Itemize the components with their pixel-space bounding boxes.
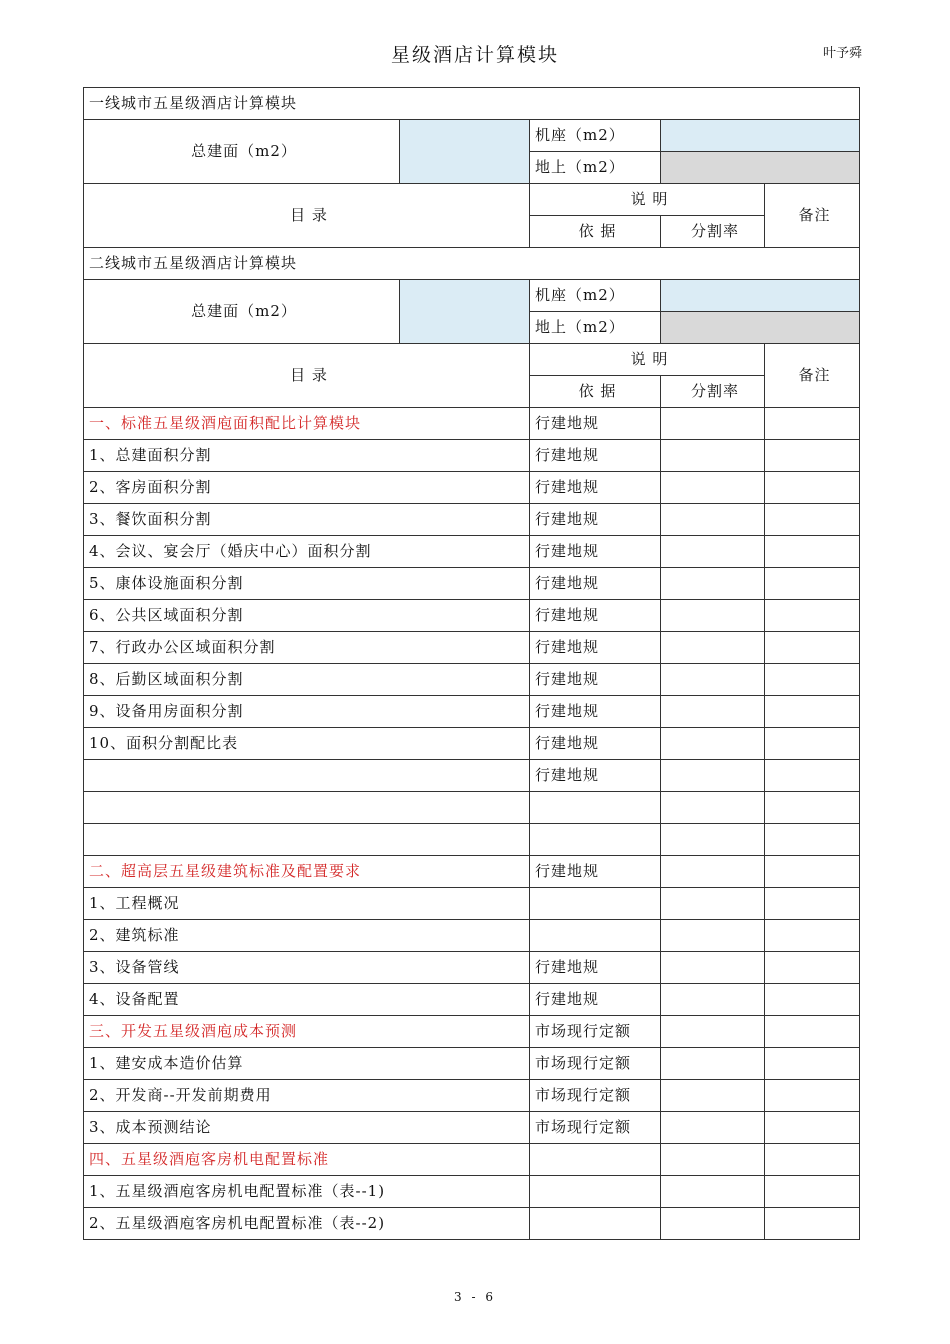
basis-cell	[530, 1208, 661, 1240]
above-ground-area-value	[661, 152, 860, 184]
header-row	[84, 184, 860, 216]
remarks-cell[interactable]	[765, 760, 860, 792]
basis-cell: 行建地规	[530, 856, 661, 888]
above-ground-area-label: 地上（m2）	[530, 152, 661, 184]
basement-area-label: 机座（m2）	[530, 280, 661, 312]
section-heading: 四、五星级酒庖客房机电配置标准	[84, 1144, 530, 1176]
ratio-cell[interactable]	[661, 568, 765, 600]
section-heading: 一、标准五星级酒庖面积配比计算模块	[84, 408, 530, 440]
table-row	[84, 1176, 860, 1208]
remarks-cell[interactable]	[765, 440, 860, 472]
catalog-item: 8、后勤区域面积分割	[84, 664, 530, 696]
catalog-item: 3、设备管线	[84, 952, 530, 984]
calculation-table	[83, 87, 860, 1240]
catalog-item: 4、设备配置	[84, 984, 530, 1016]
catalog-item: 2、五星级酒庖客房机电配置标准（表--2)	[84, 1208, 530, 1240]
table-row	[84, 536, 860, 568]
basis-header: 依 据	[530, 216, 661, 248]
ratio-cell[interactable]	[661, 1176, 765, 1208]
remarks-cell[interactable]	[765, 1208, 860, 1240]
page-number: 3 - 6	[454, 1290, 496, 1304]
basement-area-input[interactable]	[661, 120, 860, 152]
table-row	[84, 952, 860, 984]
description-header: 说 明	[530, 344, 765, 376]
table-row	[84, 1208, 860, 1240]
ratio-cell[interactable]	[661, 1080, 765, 1112]
catalog-item: 10、面积分割配比表	[84, 728, 530, 760]
section-heading-row	[84, 1144, 860, 1176]
basis-cell: 行建地规	[530, 568, 661, 600]
remarks-cell[interactable]	[765, 920, 860, 952]
catalog-item: 3、成本预测结论	[84, 1112, 530, 1144]
basis-cell: 行建地规	[530, 504, 661, 536]
basis-cell	[530, 888, 661, 920]
ratio-cell[interactable]	[661, 920, 765, 952]
ratio-cell[interactable]	[661, 792, 765, 824]
table-row	[84, 568, 860, 600]
catalog-item: 2、开发商--开发前期费用	[84, 1080, 530, 1112]
remarks-cell[interactable]	[765, 952, 860, 984]
section-heading-row	[84, 856, 860, 888]
ratio-cell[interactable]	[661, 952, 765, 984]
ratio-header: 分割率	[661, 376, 765, 408]
basis-cell: 行建地规	[530, 600, 661, 632]
section-heading: 二、超高层五星级建筑标准及配置要求	[84, 856, 530, 888]
ratio-cell[interactable]	[661, 696, 765, 728]
remarks-cell[interactable]	[765, 888, 860, 920]
catalog-item: 1、总建面积分割	[84, 440, 530, 472]
remarks-cell[interactable]	[765, 664, 860, 696]
catalog-item	[84, 760, 530, 792]
ratio-cell[interactable]	[661, 824, 765, 856]
total-area-input[interactable]	[400, 280, 530, 344]
catalog-item: 5、康体设施面积分割	[84, 568, 530, 600]
remarks-cell[interactable]	[765, 792, 860, 824]
table-row	[84, 440, 860, 472]
basis-cell: 行建地规	[530, 728, 661, 760]
remarks-cell[interactable]	[765, 728, 860, 760]
table-row	[84, 632, 860, 664]
ratio-cell[interactable]	[661, 664, 765, 696]
module-title-row	[84, 248, 860, 280]
ratio-cell[interactable]	[661, 504, 765, 536]
basis-header: 依 据	[530, 376, 661, 408]
ratio-cell[interactable]	[661, 1048, 765, 1080]
ratio-cell[interactable]	[661, 1112, 765, 1144]
ratio-cell[interactable]	[661, 536, 765, 568]
ratio-cell[interactable]	[661, 760, 765, 792]
basis-cell	[530, 824, 661, 856]
table-row	[84, 1112, 860, 1144]
table-row	[84, 1080, 860, 1112]
table-row	[84, 664, 860, 696]
ratio-cell[interactable]	[661, 440, 765, 472]
catalog-item: 1、工程概况	[84, 888, 530, 920]
table-row	[84, 472, 860, 504]
total-area-label: 总建面（m2）	[84, 120, 400, 184]
basis-cell: 行建地规	[530, 472, 661, 504]
ratio-cell[interactable]	[661, 1144, 765, 1176]
ratio-cell[interactable]	[661, 472, 765, 504]
remarks-cell[interactable]	[765, 1144, 860, 1176]
table-row	[84, 600, 860, 632]
total-area-input[interactable]	[400, 120, 530, 184]
basis-cell	[530, 792, 661, 824]
basis-cell	[530, 1144, 661, 1176]
basement-area-input[interactable]	[661, 280, 860, 312]
basis-cell: 行建地规	[530, 696, 661, 728]
table-row	[84, 696, 860, 728]
remarks-cell[interactable]	[765, 408, 860, 440]
ratio-header: 分割率	[661, 216, 765, 248]
remarks-cell[interactable]	[765, 568, 860, 600]
module-title: 一线城市五星级酒店计算模块	[84, 88, 860, 120]
ratio-cell[interactable]	[661, 600, 765, 632]
basis-cell	[530, 1176, 661, 1208]
table-row	[84, 728, 860, 760]
basis-cell: 市场现行定额	[530, 1048, 661, 1080]
ratio-cell[interactable]	[661, 1016, 765, 1048]
area-row	[84, 280, 860, 312]
remarks-cell[interactable]	[765, 1016, 860, 1048]
catalog-item: 1、建安成本造价估算	[84, 1048, 530, 1080]
catalog-item: 3、餐饮面积分割	[84, 504, 530, 536]
above-ground-area-label: 地上（m2）	[530, 312, 661, 344]
ratio-cell[interactable]	[661, 632, 765, 664]
remarks-cell[interactable]	[765, 600, 860, 632]
remarks-header: 备注	[765, 184, 860, 248]
ratio-cell[interactable]	[661, 1208, 765, 1240]
table-row	[84, 792, 860, 824]
catalog-item: 7、行政办公区域面积分割	[84, 632, 530, 664]
ratio-cell[interactable]	[661, 728, 765, 760]
basement-area-label: 机座（m2）	[530, 120, 661, 152]
remarks-header: 备注	[765, 344, 860, 408]
catalog-item: 2、建筑标准	[84, 920, 530, 952]
module-title: 二线城市五星级酒店计算模块	[84, 248, 860, 280]
catalog-item	[84, 824, 530, 856]
catalog-header: 目 录	[84, 184, 530, 248]
remarks-cell[interactable]	[765, 1048, 860, 1080]
module-title-row	[84, 88, 860, 120]
remarks-cell[interactable]	[765, 632, 860, 664]
catalog-item	[84, 792, 530, 824]
remarks-cell[interactable]	[765, 504, 860, 536]
remarks-cell[interactable]	[765, 1112, 860, 1144]
table-row	[84, 984, 860, 1016]
area-row	[84, 120, 860, 152]
ratio-cell[interactable]	[661, 984, 765, 1016]
remarks-cell[interactable]	[765, 1080, 860, 1112]
above-ground-area-value	[661, 312, 860, 344]
basis-cell: 行建地规	[530, 952, 661, 984]
catalog-item: 6、公共区域面积分割	[84, 600, 530, 632]
ratio-cell[interactable]	[661, 856, 765, 888]
section-heading-row	[84, 1016, 860, 1048]
remarks-cell[interactable]	[765, 824, 860, 856]
header-row	[84, 344, 860, 376]
remarks-cell[interactable]	[765, 1176, 860, 1208]
remarks-cell[interactable]	[765, 984, 860, 1016]
table-row	[84, 760, 860, 792]
description-header: 说 明	[530, 184, 765, 216]
author-name: 叶予舜	[822, 46, 862, 61]
table-row	[84, 824, 860, 856]
catalog-item: 9、设备用房面积分割	[84, 696, 530, 728]
catalog-item: 2、客房面积分割	[84, 472, 530, 504]
ratio-cell[interactable]	[661, 408, 765, 440]
basis-cell: 行建地规	[530, 984, 661, 1016]
remarks-cell[interactable]	[765, 856, 860, 888]
basis-cell: 行建地规	[530, 760, 661, 792]
total-area-label: 总建面（m2）	[84, 280, 400, 344]
page-title: 星级酒店计算模块	[390, 44, 559, 66]
basis-cell: 行建地规	[530, 408, 661, 440]
basis-cell: 市场现行定额	[530, 1112, 661, 1144]
basis-cell: 行建地规	[530, 664, 661, 696]
table-row	[84, 888, 860, 920]
ratio-cell[interactable]	[661, 888, 765, 920]
catalog-header: 目 录	[84, 344, 530, 408]
remarks-cell[interactable]	[765, 536, 860, 568]
remarks-cell[interactable]	[765, 472, 860, 504]
basis-cell: 市场现行定额	[530, 1016, 661, 1048]
basis-cell: 行建地规	[530, 440, 661, 472]
basis-cell: 行建地规	[530, 536, 661, 568]
catalog-item: 4、会议、宴会厅（婚庆中心）面积分割	[84, 536, 530, 568]
table-row	[84, 920, 860, 952]
section-heading: 三、开发五星级酒庖成本预测	[84, 1016, 530, 1048]
catalog-item: 1、五星级酒庖客房机电配置标准（表--1)	[84, 1176, 530, 1208]
basis-cell: 市场现行定额	[530, 1080, 661, 1112]
table-row	[84, 1048, 860, 1080]
section-heading-row	[84, 408, 860, 440]
remarks-cell[interactable]	[765, 696, 860, 728]
table-row	[84, 504, 860, 536]
basis-cell	[530, 920, 661, 952]
basis-cell: 行建地规	[530, 632, 661, 664]
